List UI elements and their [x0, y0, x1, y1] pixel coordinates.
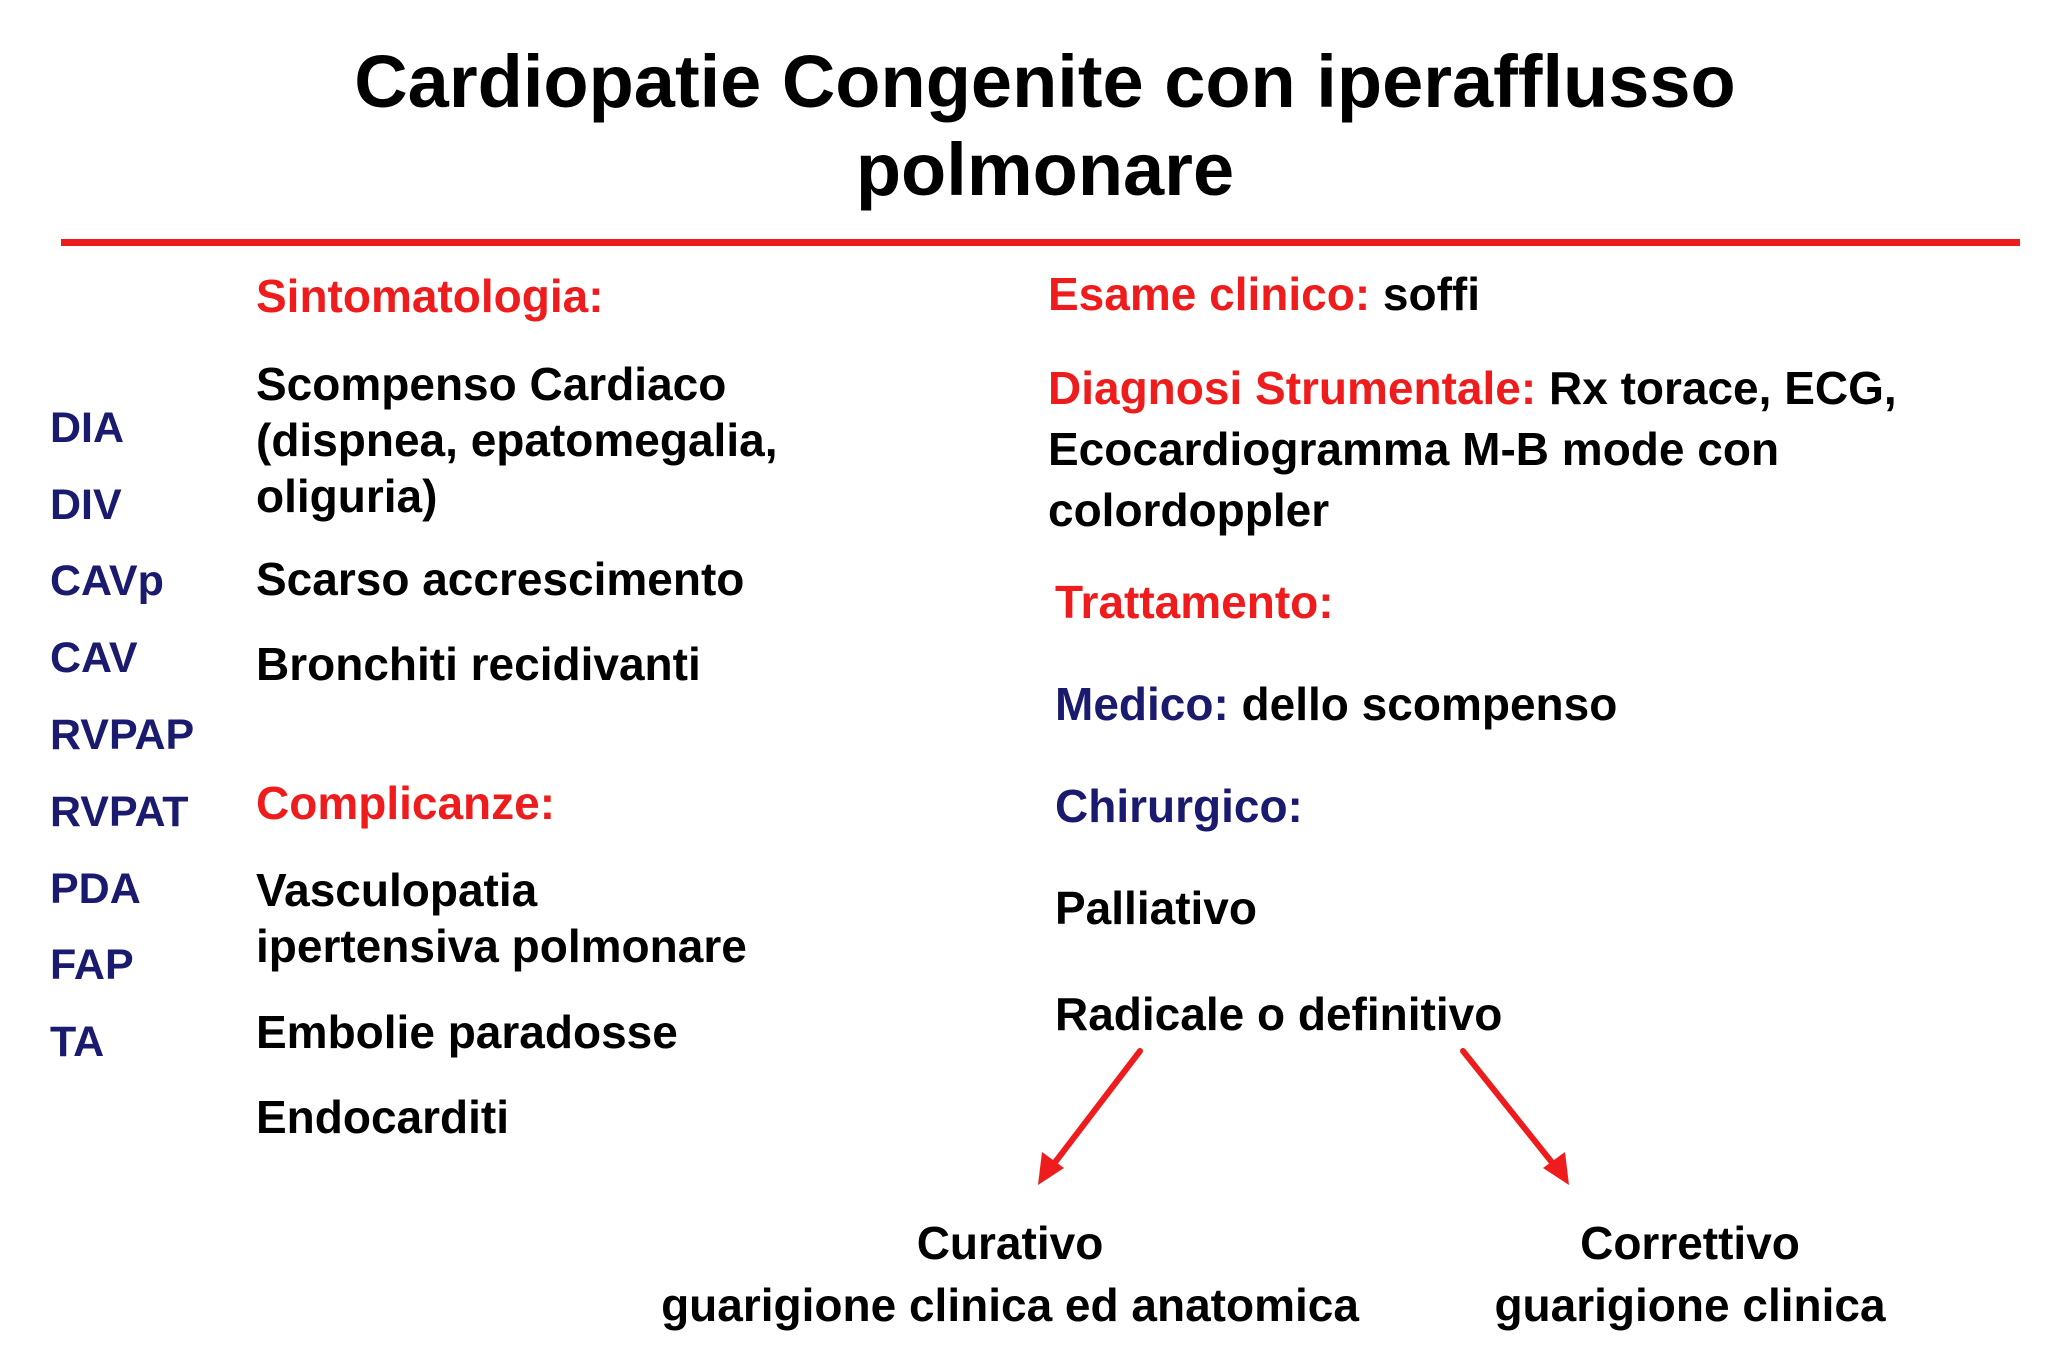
complication-vasculopatia-line-2: ipertensiva polmonare — [256, 920, 747, 972]
abbr-cav: CAV — [50, 634, 138, 682]
abbr-rvpap: RVPAP — [50, 711, 195, 759]
arrow-curativo-icon — [1053, 1051, 1140, 1165]
diagnosi-label: Diagnosi Strumentale: — [1048, 362, 1537, 414]
complication-embolie: Embolie paradosse — [256, 1006, 678, 1058]
complication-endocarditi: Endocarditi — [256, 1091, 510, 1143]
correttivo-title: Correttivo — [1580, 1217, 1800, 1269]
radicale-definitivo: Radicale o definitivo — [1055, 988, 1503, 1040]
abbr-cavp: CAVp — [50, 557, 164, 605]
medico-label: Medico: — [1055, 678, 1229, 730]
curativo-title: Curativo — [916, 1217, 1104, 1269]
symptom-scompenso-line-2: (dispnea, epatomegalia, — [256, 414, 778, 466]
trattamento-heading: Trattamento: — [1055, 576, 1334, 628]
arrow-correttivo-icon — [1463, 1051, 1554, 1165]
outcome-correttivo — [1430, 1212, 1950, 1336]
palliativo: Palliativo — [1055, 882, 1257, 934]
curativo-desc: guarigione clinica ed anatomica — [661, 1279, 1359, 1331]
title-line-2: polmonare — [855, 128, 1235, 211]
sintomatologia-heading: Sintomatologia: — [256, 270, 604, 322]
diagnosi-text-line-3: colordoppler — [1048, 484, 1330, 536]
abbr-dia: DIA — [50, 404, 125, 452]
abbr-pda: PDA — [50, 865, 141, 913]
complication-vasculopatia-line-1: Vasculopatia — [256, 864, 538, 916]
esame-clinico-label: Esame clinico: — [1048, 268, 1371, 320]
abbr-div: DIV — [50, 481, 122, 529]
diagnosi-text-line-2: Ecocardiogramma M-B mode con — [1048, 423, 1780, 475]
abbr-rvpat: RVPAT — [50, 788, 189, 836]
diagnosi-text-line-1: Rx torace, ECG, — [1536, 362, 1897, 414]
outcome-curativo — [620, 1212, 1400, 1336]
correttivo-desc: guarigione clinica — [1494, 1279, 1886, 1331]
abbr-ta: TA — [50, 1018, 105, 1066]
symptom-bronchiti: Bronchiti recidivanti — [256, 638, 701, 690]
complicanze-heading: Complicanze: — [256, 777, 556, 829]
symptom-scompenso-line-3: oliguria) — [256, 470, 438, 522]
abbr-fap: FAP — [50, 941, 134, 989]
esame-clinico-text: soffi — [1370, 268, 1481, 320]
medico-text: dello scompenso — [1228, 678, 1618, 730]
symptom-accrescimento: Scarso accrescimento — [256, 553, 745, 605]
title-line-1: Cardiopatie Congenite con iperafflusso — [354, 40, 1736, 123]
symptom-scompenso-line-1: Scompenso Cardiaco — [256, 358, 727, 410]
chirurgico-label: Chirurgico: — [1055, 780, 1303, 832]
